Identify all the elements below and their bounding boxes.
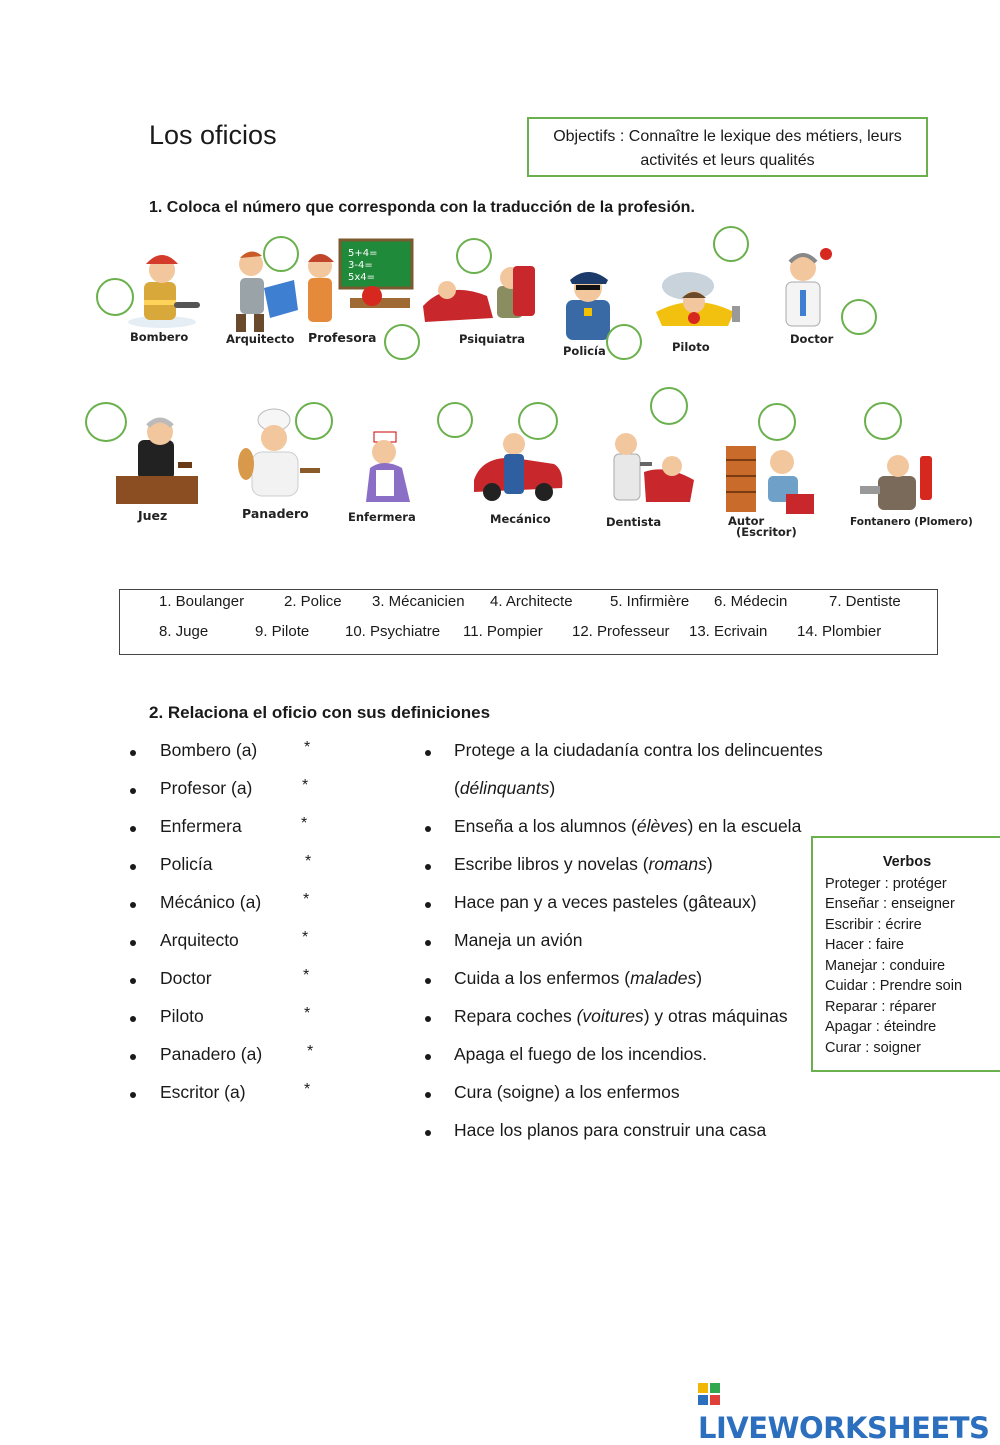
page-title: Los oficios <box>149 120 277 150</box>
definition-post: ) en la escuela <box>687 816 802 836</box>
definition-pre: Escribe libros y novelas ( <box>454 854 649 874</box>
bullet-dot <box>425 826 431 832</box>
verb-item: Proteger : protéger <box>825 875 947 892</box>
key-item: 1. Boulanger <box>159 593 245 610</box>
key-item: 13. Ecrivain <box>689 623 768 640</box>
definition-em: élèves <box>636 816 688 836</box>
verb-item: Reparar : réparer <box>825 998 937 1015</box>
picture-dentista <box>600 424 700 529</box>
bullet-dot <box>425 978 431 984</box>
verb-item: Escribir : écrire <box>825 916 922 933</box>
dentist-illustration <box>600 424 700 516</box>
match-star[interactable]: * <box>304 739 311 756</box>
teacher-illustration <box>300 234 418 334</box>
answer-circle-policia[interactable] <box>606 324 642 360</box>
answer-circle-doctor[interactable] <box>841 299 877 335</box>
definition-item <box>454 778 555 799</box>
definition-item <box>454 854 713 875</box>
answer-circle-dentista[interactable] <box>650 387 688 425</box>
bullet-dot <box>425 902 431 908</box>
key-item: 14. Plombier <box>797 623 882 640</box>
verb-item: Hacer : faire <box>825 937 904 953</box>
job-item: Bombero (a) <box>160 740 258 760</box>
job-item: Arquitecto <box>160 930 239 950</box>
definition-item <box>454 1120 766 1141</box>
definition-item <box>454 1006 788 1027</box>
bullet-dot <box>130 940 136 946</box>
definition-item <box>454 968 702 989</box>
nurse-illustration <box>344 428 434 510</box>
label-dentista: Dentista <box>606 515 662 529</box>
bullet-dot <box>425 750 431 756</box>
verb-item: Apagar : éteindre <box>825 1019 937 1035</box>
label-doctor: Doctor <box>790 332 834 346</box>
picture-mecanico <box>470 430 566 526</box>
key-item: 8. Juge <box>159 623 209 640</box>
picture-fontanero <box>848 446 973 528</box>
job-item: Escritor (a) <box>160 1082 246 1102</box>
pilot-illustration <box>648 262 744 342</box>
key-item: 3. Mécanicien <box>372 593 465 610</box>
job-item: Doctor <box>160 968 212 988</box>
match-star[interactable]: * <box>302 777 309 794</box>
objectives-line-1: Objectifs : Connaître le lexique des métiers, leurs <box>553 128 902 145</box>
answer-circle-profesora[interactable] <box>384 324 420 360</box>
definition-item <box>454 1082 680 1103</box>
board-line-3: 5x4= <box>348 272 376 283</box>
writer-illustration <box>722 436 818 516</box>
answer-circle-autor[interactable] <box>758 403 796 441</box>
label-policia: Policía <box>563 344 606 358</box>
match-star[interactable]: * <box>305 853 312 870</box>
definition-pre: ( <box>454 778 460 798</box>
job-item: Enfermera <box>160 816 242 836</box>
job-item: Panadero (a) <box>160 1044 263 1064</box>
board-line-1: 5+4= <box>348 248 378 259</box>
match-star[interactable]: * <box>303 967 310 984</box>
bullet-dot <box>425 1054 431 1060</box>
definition-pre: Cura (soigne) a los enfermos <box>454 1082 680 1102</box>
definition-post: ) y otras máquinas <box>643 1006 788 1026</box>
definition-post: ) <box>549 778 556 798</box>
liveworksheets-logo-icon <box>698 1383 720 1405</box>
picture-piloto <box>648 262 744 354</box>
definition-pre: Protege a la ciudadanía contra los delincuentes <box>454 740 823 760</box>
bullet-dot <box>130 1016 136 1022</box>
bullet-dot <box>130 1092 136 1098</box>
label-autor: Autor <box>728 514 765 528</box>
key-item: 9. Pilote <box>255 623 310 640</box>
exercise-2-heading: 2. Relaciona el oficio con sus definiciones <box>149 703 491 722</box>
label-arquitecto: Arquitecto <box>226 332 295 346</box>
objectives-line-2: activités et leurs qualités <box>640 152 815 169</box>
bullet-dot <box>130 902 136 908</box>
definition-em: (voitures <box>576 1006 644 1026</box>
liveworksheets-logo <box>698 1377 1000 1445</box>
verb-item: Manejar : conduire <box>825 957 946 974</box>
verb-item: Curar : soigner <box>825 1039 921 1056</box>
label-juez: Juez <box>138 508 168 523</box>
bullet-dot <box>425 1092 431 1098</box>
picture-profesora <box>300 234 418 345</box>
job-item: Profesor (a) <box>160 778 253 798</box>
verbs-title: Verbos <box>882 854 932 870</box>
key-item: 6. Médecin <box>714 593 788 610</box>
answer-circle-bombero[interactable] <box>96 278 134 316</box>
mechanic-illustration <box>470 430 566 510</box>
bullet-dot <box>425 940 431 946</box>
label-piloto: Piloto <box>672 340 710 354</box>
label-mecanico: Mecánico <box>490 512 551 526</box>
picture-doctor <box>762 240 846 346</box>
bullet-dot <box>425 1130 431 1136</box>
definition-item <box>454 1044 707 1065</box>
exercise-1-heading: 1. Coloca el número que corresponda con la traducción de la profesión. <box>149 199 695 216</box>
definition-post: ) <box>706 854 713 874</box>
job-item: Policía <box>160 854 213 874</box>
definition-item <box>454 816 801 837</box>
label-bombero: Bombero <box>130 330 189 344</box>
key-item: 5. Infirmière <box>610 593 690 610</box>
key-item: 12. Professeur <box>572 623 670 640</box>
definition-pre: Maneja un avión <box>454 930 583 950</box>
answer-circle-piloto[interactable] <box>713 226 749 262</box>
answer-circle-mecanico[interactable] <box>518 402 558 440</box>
verb-item: Enseñar : enseigner <box>825 896 955 912</box>
picture-autor <box>722 436 818 539</box>
definition-pre: Repara coches <box>454 1006 577 1026</box>
translation-key-box <box>119 589 938 655</box>
answer-circle-enfermera[interactable] <box>437 402 473 438</box>
definition-pre: Hace pan y a veces pasteles (gâteaux) <box>454 892 757 912</box>
bullet-dot <box>130 978 136 984</box>
answer-circle-psiquiatra[interactable] <box>456 238 492 274</box>
bullet-dot <box>425 864 431 870</box>
objectives-box <box>527 117 928 177</box>
key-item: 10. Psychiatre <box>345 623 441 640</box>
definition-pre: Hace los planos para construir una casa <box>454 1120 767 1140</box>
match-star[interactable]: * <box>304 1005 311 1022</box>
job-item: Piloto <box>160 1006 204 1026</box>
label-escritor: (Escritor) <box>736 525 797 539</box>
definition-pre: Apaga el fuego de los incendios. <box>454 1044 707 1064</box>
logo-text: LIVEWORKSHEETS <box>698 1411 990 1445</box>
definition-item <box>454 930 582 951</box>
label-profesora: Profesora <box>308 330 377 345</box>
answer-circle-panadero[interactable] <box>295 402 333 440</box>
label-fontanero: Fontanero (Plomero) <box>850 516 973 528</box>
bullet-dot <box>130 788 136 794</box>
bullet-dot <box>425 1016 431 1022</box>
definition-em: romans <box>648 854 707 874</box>
plumber-illustration <box>848 446 948 516</box>
match-star[interactable]: * <box>302 929 309 946</box>
definition-pre: Enseña a los alumnos ( <box>454 816 637 836</box>
match-star[interactable]: * <box>307 1043 314 1060</box>
bullet-dot <box>130 864 136 870</box>
label-enfermera: Enfermera <box>348 510 416 524</box>
definition-pre: Cuida a los enfermos ( <box>454 968 631 988</box>
definition-em: délinquants <box>459 778 550 798</box>
bullet-dot <box>130 750 136 756</box>
answer-circle-juez[interactable] <box>85 402 127 442</box>
match-star[interactable]: * <box>301 815 308 832</box>
key-item: 2. Police <box>284 593 342 610</box>
definition-post: ) <box>696 968 703 988</box>
answer-circle-arquitecto[interactable] <box>263 236 299 272</box>
picture-enfermera <box>344 428 434 524</box>
match-star[interactable]: * <box>304 1081 311 1098</box>
label-panadero: Panadero <box>242 506 309 521</box>
doctor-illustration <box>762 240 846 338</box>
verb-item: Cuidar : Prendre soin <box>825 978 963 994</box>
match-star[interactable]: * <box>303 891 310 908</box>
definition-item <box>454 740 823 761</box>
answer-circle-fontanero[interactable] <box>864 402 902 440</box>
bullet-dot <box>130 826 136 832</box>
label-psiquiatra: Psiquiatra <box>459 332 526 346</box>
key-item: 7. Dentiste <box>829 593 901 610</box>
definition-em: malades <box>630 968 697 988</box>
bullet-dot <box>130 1054 136 1060</box>
key-item: 11. Pompier <box>463 623 543 640</box>
job-item: Mécánico (a) <box>160 892 262 912</box>
board-line-2: 3-4= <box>348 260 373 271</box>
verbs-box <box>811 836 1000 1072</box>
key-item: 4. Architecte <box>490 593 573 610</box>
definition-item <box>454 892 757 913</box>
